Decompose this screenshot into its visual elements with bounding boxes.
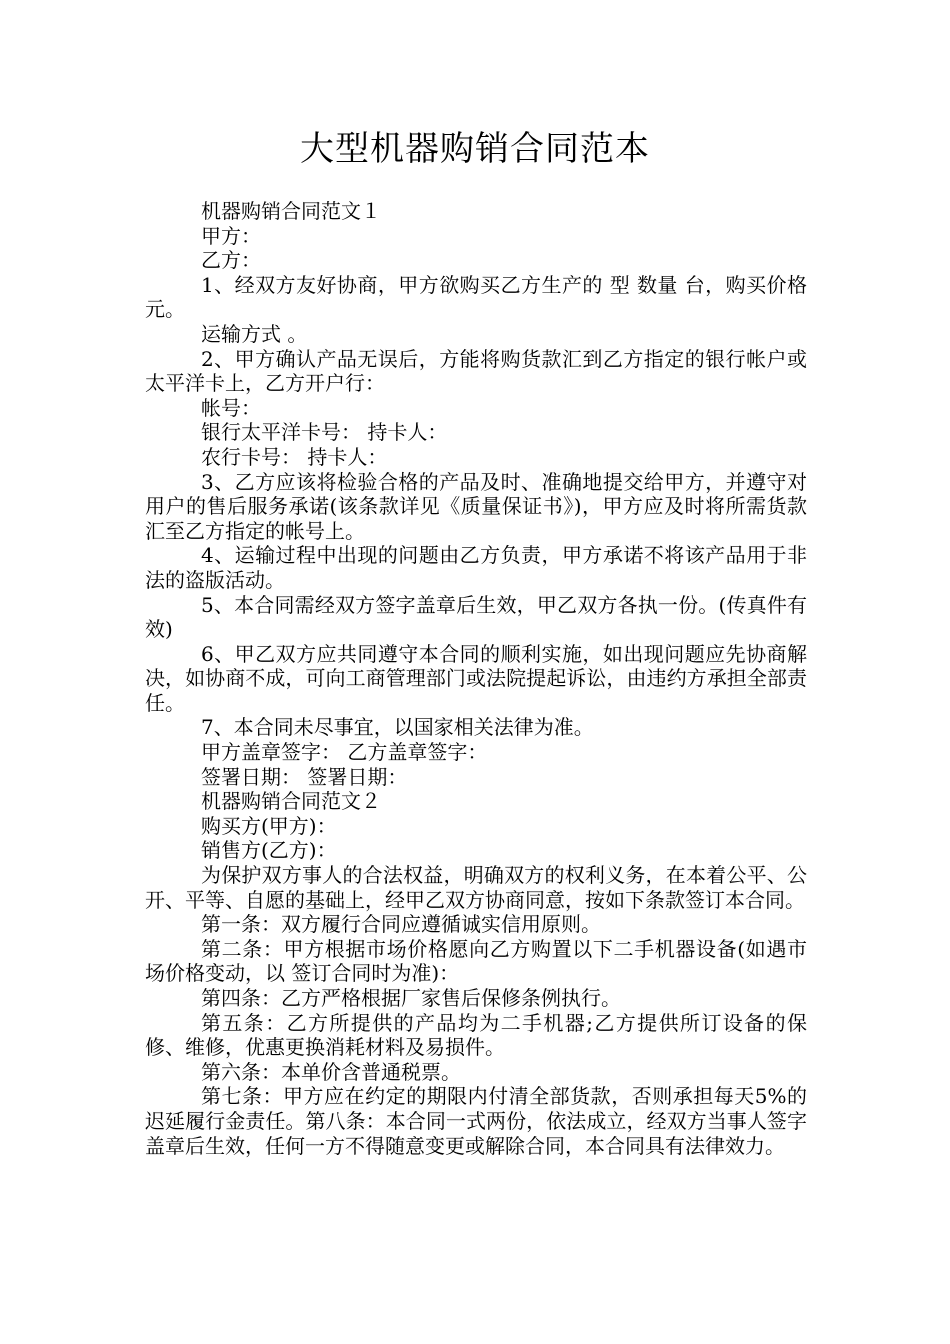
paragraph: 第七条：甲方应在约定的期限内付清全部货款，否则承担每天5%的迟延履行金责任。第八条：本合同一式两份，依法成立，经双方当事人签字盖章后生效，任何一方不得随意变更或解除合同，本合同具有法律效力。: [145, 1084, 807, 1158]
paragraph: 乙方：: [201, 248, 261, 273]
paragraph: 购买方(甲方)：: [201, 813, 337, 838]
paragraph: 机器购销合同范文１: [201, 199, 381, 223]
paragraph: 第二条：甲方根据市场价格愿向乙方购置以下二手机器设备(如遇市场价格变动，以 签订合同时为准)：: [145, 936, 807, 986]
paragraph: 第一条：双方履行合同应遵循诚实信用原则。: [201, 912, 601, 937]
paragraph: 2、甲方确认产品无误后，方能将购货款汇到乙方指定的银行帐户或太平洋卡上，乙方开户行：: [145, 346, 807, 396]
paragraph: 签署日期： 签署日期：: [201, 764, 408, 789]
paragraph: 帐号：: [201, 395, 261, 420]
paragraph: 甲方盖章签字： 乙方盖章签字：: [201, 740, 488, 765]
paragraph: 3、乙方应该将检验合格的产品及时、准确地提交给甲方，并遵守对用户的售后服务承诺(该条款详见《质量保证书》)，甲方应及时将所需货款汇至乙方指定的帐号上。: [145, 469, 807, 543]
paragraph: 6、甲乙双方应共同遵守本合同的顺利实施，如出现问题应先协商解决，如协商不成，可向工商管理部门或法院提起诉讼，由违约方承担全部责任。: [145, 641, 807, 715]
paragraph: 运输方式 。: [201, 321, 308, 346]
paragraph: 银行太平洋卡号： 持卡人：: [201, 420, 448, 445]
paragraph: 机器购销合同范文２: [201, 789, 381, 814]
paragraph: 第六条：本单价含普通税票。: [201, 1059, 461, 1084]
paragraph: 4、运输过程中出现的问题由乙方负责，甲方承诺不将该产品用于非法的盗版活动。: [145, 543, 807, 592]
paragraph: 第四条：乙方严格根据厂家售后保修条例执行。: [201, 986, 621, 1010]
paragraph: 农行卡号： 持卡人：: [201, 444, 388, 469]
document-body: [145, 199, 807, 1158]
paragraph: 1、经双方友好协商，甲方欲购买乙方生产的 型 数量 台，购买价格 元。: [145, 272, 807, 322]
paragraph: 甲方：: [201, 223, 261, 248]
paragraph: 为保护双方事人的合法权益，明确双方的权利义务，在本着公平、公开、平等、自愿的基础上，经甲乙双方协商同意，按如下条款签订本合同。: [145, 863, 807, 912]
document-title: 大型机器购销合同范本: [300, 129, 650, 169]
paragraph: 销售方(乙方)：: [201, 838, 337, 863]
paragraph: 5、本合同需经双方签字盖章后生效，甲乙双方各执一份。(传真件有效): [145, 592, 807, 642]
paragraph: 第五条：乙方所提供的产品均为二手机器;乙方提供所订设备的保修、维修，优惠更换消耗材料及易损件。: [145, 1010, 807, 1060]
paragraph: 7、本合同未尽事宜，以国家相关法律为准。: [201, 715, 594, 740]
